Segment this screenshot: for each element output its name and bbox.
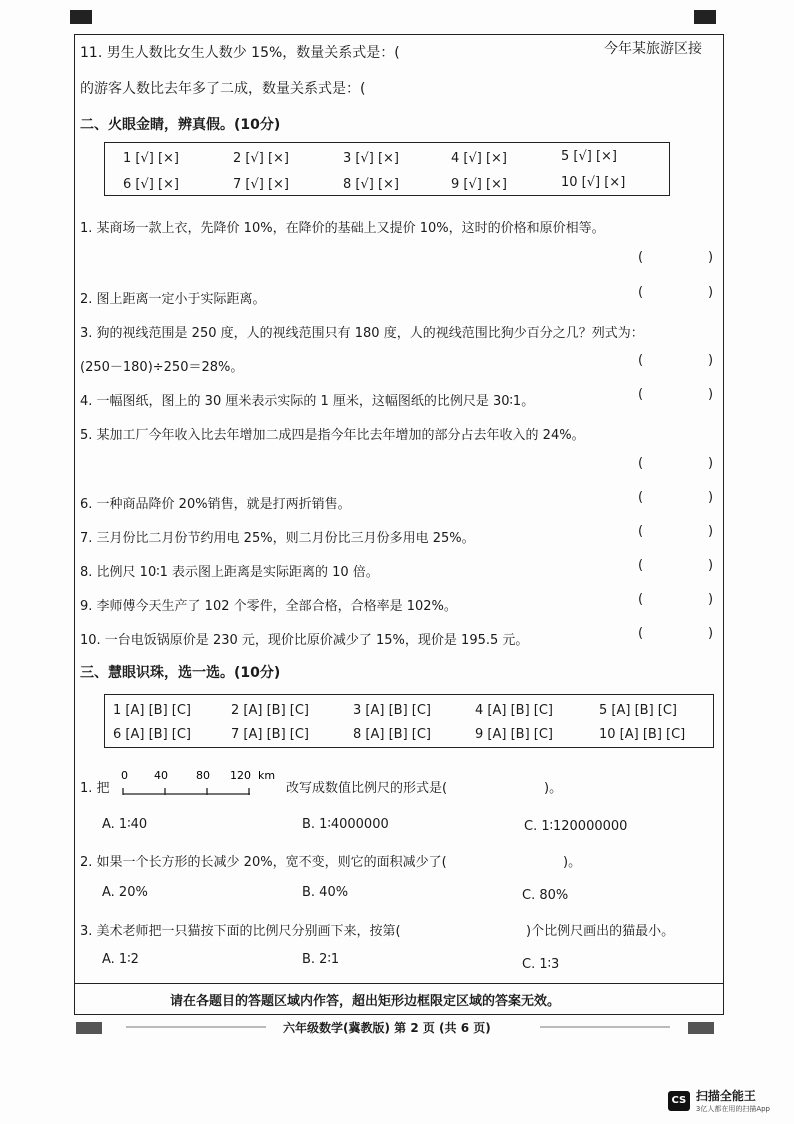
mc-q3-option-a[interactable]: A. 1∶2 <box>102 952 139 967</box>
tf-answer-9[interactable]: 9 [√] [×] <box>451 177 507 192</box>
scan-smudge-left <box>126 1026 266 1028</box>
section3-title: 三、慧眼识珠，选一选。(10分) <box>80 665 281 681</box>
mc-answer-4[interactable]: 4 [A] [B] [C] <box>475 703 553 718</box>
tf-question-5: 5. 某加工厂今年收入比去年增加二成四是指今年比去年增加的部分占去年收入的 24%。 <box>80 428 585 443</box>
section2-answer-box <box>104 142 670 196</box>
tf-answer-2[interactable]: 2 [√] [×] <box>233 151 289 166</box>
mc-q1-option-b[interactable]: B. 1∶4000000 <box>302 817 389 832</box>
tf-question-3-line2: (250－180)÷250＝28%。 <box>80 360 244 375</box>
q11-line2: 的游客人数比去年多了二成，数量关系式是：( <box>80 81 366 97</box>
scale-label-40: 40 <box>154 769 168 782</box>
answer-area-notice: 请在各题目的答题区域内作答，超出矩形边框限定区域的答案无效。 <box>170 994 561 1009</box>
line-scale-diagram <box>118 769 293 799</box>
tf-answer-7[interactable]: 7 [√] [×] <box>233 177 289 192</box>
tf-answer-4[interactable]: 4 [√] [×] <box>451 151 507 166</box>
mc-q3-option-b[interactable]: B. 2∶1 <box>302 952 340 967</box>
mc-q1-close: )。 <box>544 781 563 796</box>
q11-line1-right: 今年某旅游区接 <box>604 41 702 57</box>
section2-title: 二、火眼金睛，辨真假。(10分) <box>80 117 281 133</box>
tf-question-4: 4. 一幅图纸，图上的 30 厘米表示实际的 1 厘米，这幅图纸的比例尺是 30∶1。 <box>80 394 535 409</box>
mc-q2-text: 2. 如果一个长方形的长减少 20%，宽不变，则它的面积减少了( <box>80 855 447 870</box>
scale-label-120: 120 <box>230 769 251 782</box>
mc-q2-option-a[interactable]: A. 20% <box>102 885 148 900</box>
mc-q1-prefix: 1. 把 <box>80 781 110 796</box>
mc-q2-option-b[interactable]: B. 40% <box>302 885 349 900</box>
tf-question-1: 1. 某商场一款上衣，先降价 10%，在降价的基础上又提价 10%，这时的价格和原价相等。 <box>80 221 605 236</box>
mc-answer-3[interactable]: 3 [A] [B] [C] <box>353 703 431 718</box>
scanner-watermark <box>668 1087 770 1114</box>
tf-answer-6[interactable]: 6 [√] [×] <box>123 177 179 192</box>
mc-answer-5[interactable]: 5 [A] [B] [C] <box>599 703 677 718</box>
scan-smudge-right <box>540 1026 670 1028</box>
mc-answer-7[interactable]: 7 [A] [B] [C] <box>231 727 309 742</box>
tf-question-6: 6. 一种商品降价 20%销售，就是打两折销售。 <box>80 497 351 512</box>
alignment-mark-bottom-right <box>688 1022 714 1034</box>
alignment-mark-top-right <box>694 10 716 24</box>
mc-q1-option-c[interactable]: C. 1∶120000000 <box>524 819 628 834</box>
tf-question-8: 8. 比例尺 10∶1 表示图上距离是实际距离的 10 倍。 <box>80 565 379 580</box>
mc-q3-option-c[interactable]: C. 1∶3 <box>522 957 560 972</box>
tf-answer-3[interactable]: 3 [√] [×] <box>343 151 399 166</box>
scale-label-0: 0 <box>121 769 128 782</box>
mc-q1-option-a[interactable]: A. 1∶40 <box>102 817 148 832</box>
camscanner-logo-icon: CS <box>668 1091 690 1111</box>
tf-question-2: 2. 图上距离一定小于实际距离。 <box>80 292 266 307</box>
tf-answer-10[interactable]: 10 [√] [×] <box>561 175 626 190</box>
tf-answer-8[interactable]: 8 [√] [×] <box>343 177 399 192</box>
mc-answer-1[interactable]: 1 [A] [B] [C] <box>113 703 191 718</box>
alignment-mark-bottom-left <box>76 1022 102 1034</box>
mc-answer-2[interactable]: 2 [A] [B] [C] <box>231 703 309 718</box>
mc-answer-8[interactable]: 8 [A] [B] [C] <box>353 727 431 742</box>
notice-divider <box>74 983 724 984</box>
mc-q2-close: )。 <box>563 855 582 870</box>
mc-answer-10[interactable]: 10 [A] [B] [C] <box>599 727 686 742</box>
alignment-mark-top-left <box>70 10 92 24</box>
tf-answer-1[interactable]: 1 [√] [×] <box>123 151 179 166</box>
mc-q3-close: )个比例尺画出的猫最小。 <box>526 924 675 939</box>
scale-unit: km <box>258 769 276 782</box>
section3-answer-box <box>104 694 714 748</box>
mc-answer-9[interactable]: 9 [A] [B] [C] <box>475 727 553 742</box>
mc-q2-option-c[interactable]: C. 80% <box>522 888 569 903</box>
scale-label-80: 80 <box>196 769 210 782</box>
tf-question-10: 10. 一台电饭锅原价是 230 元，现价比原价减少了 15%，现价是 195.5 元。 <box>80 633 529 648</box>
scanner-app-name: 扫描全能王 <box>695 1089 756 1103</box>
q11-line1: 11. 男生人数比女生人数少 15%，数量关系式是：( <box>80 45 400 61</box>
tf-answer-5[interactable]: 5 [√] [×] <box>561 149 617 164</box>
tf-question-9: 9. 李师傅今天生产了 102 个零件，全部合格，合格率是 102%。 <box>80 599 457 614</box>
mc-q1-text: 改写成数值比例尺的形式是( <box>286 781 448 796</box>
scanner-app-tagline: 3亿人都在用的扫描App <box>695 1105 770 1113</box>
page-footer: 六年级数学(冀教版) 第 2 页 (共 6 页) <box>283 1021 491 1035</box>
mc-q3-text: 3. 美术老师把一只猫按下面的比例尺分别画下来，按第( <box>80 924 401 939</box>
tf-question-3: 3. 狗的视线范围是 250 度，人的视线范围只有 180 度，人的视线范围比狗少百分之几？列式为： <box>80 326 644 341</box>
mc-answer-6[interactable]: 6 [A] [B] [C] <box>113 727 191 742</box>
tf-question-7: 7. 三月份比二月份节约用电 25%，则二月份比三月份多用电 25%。 <box>80 531 475 546</box>
